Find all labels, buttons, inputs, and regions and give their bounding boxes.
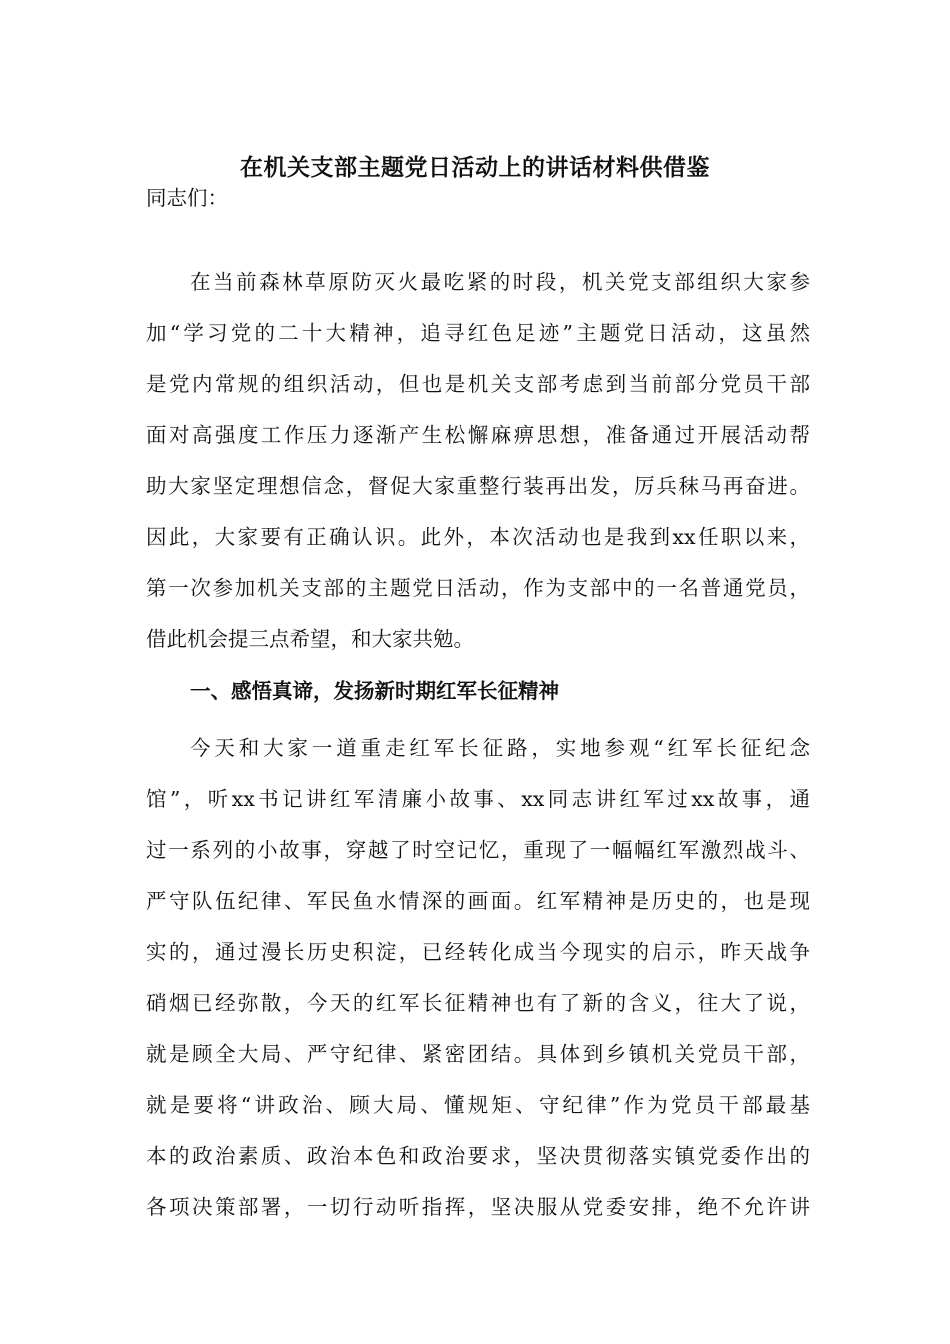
paragraph-line: 严守队伍纪律、军民鱼水情深的画面。红军精神是历史的，也是现 xyxy=(146,889,810,913)
paragraph-line: 就是要将“讲政治、顾大局、懂规矩、守纪律”作为党员干部最基 xyxy=(146,1093,810,1117)
paragraph-line: 今天和大家一道重走红军长征路，实地参观“红军长征纪念 xyxy=(190,736,810,760)
paragraph-line: 馆”，听xx书记讲红军清廉小故事、xx同志讲红军过xx故事，通 xyxy=(146,787,810,811)
paragraph-line: 过一系列的小故事，穿越了时空记忆，重现了一幅幅红军激烈战斗、 xyxy=(146,838,810,862)
paragraph-line: 借此机会提三点希望，和大家共勉。 xyxy=(146,627,474,651)
paragraph-line: 本的政治素质、政治本色和政治要求，坚决贯彻落实镇党委作出的 xyxy=(146,1144,810,1168)
section-heading: 一、感悟真谛，发扬新时期红军长征精神 xyxy=(190,679,559,703)
paragraph-line: 在当前森林草原防灭火最吃紧的时段，机关党支部组织大家参 xyxy=(190,270,810,294)
paragraph-line: 因此，大家要有正确认识。此外，本次活动也是我到xx任职以来， xyxy=(146,525,810,549)
salutation: 同志们： xyxy=(146,186,228,210)
paragraph-line: 助大家坚定理想信念，督促大家重整行装再出发，厉兵秣马再奋进。 xyxy=(146,474,810,498)
paragraph-line: 加“学习党的二十大精神，追寻红色足迹”主题党日活动，这虽然 xyxy=(146,321,810,345)
paragraph-line: 第一次参加机关支部的主题党日活动，作为支部中的一名普通党员， xyxy=(146,576,810,600)
paragraph-line: 是党内常规的组织活动，但也是机关支部考虑到当前部分党员干部 xyxy=(146,372,810,396)
document-title: 在机关支部主题党日活动上的讲话材料供借鉴 xyxy=(240,155,710,181)
paragraph-line: 就是顾全大局、严守纪律、紧密团结。具体到乡镇机关党员干部， xyxy=(146,1042,810,1066)
paragraph-line: 面对高强度工作压力逐渐产生松懈麻痹思想，准备通过开展活动帮 xyxy=(146,423,810,447)
paragraph-line: 实的，通过漫长历史积淀，已经转化成当今现实的启示，昨天战争 xyxy=(146,940,810,964)
paragraph-line: 硝烟已经弥散，今天的红军长征精神也有了新的含义，往大了说， xyxy=(146,991,810,1015)
paragraph-line: 各项决策部署，一切行动听指挥，坚决服从党委安排，绝不允许讲 xyxy=(146,1195,810,1219)
